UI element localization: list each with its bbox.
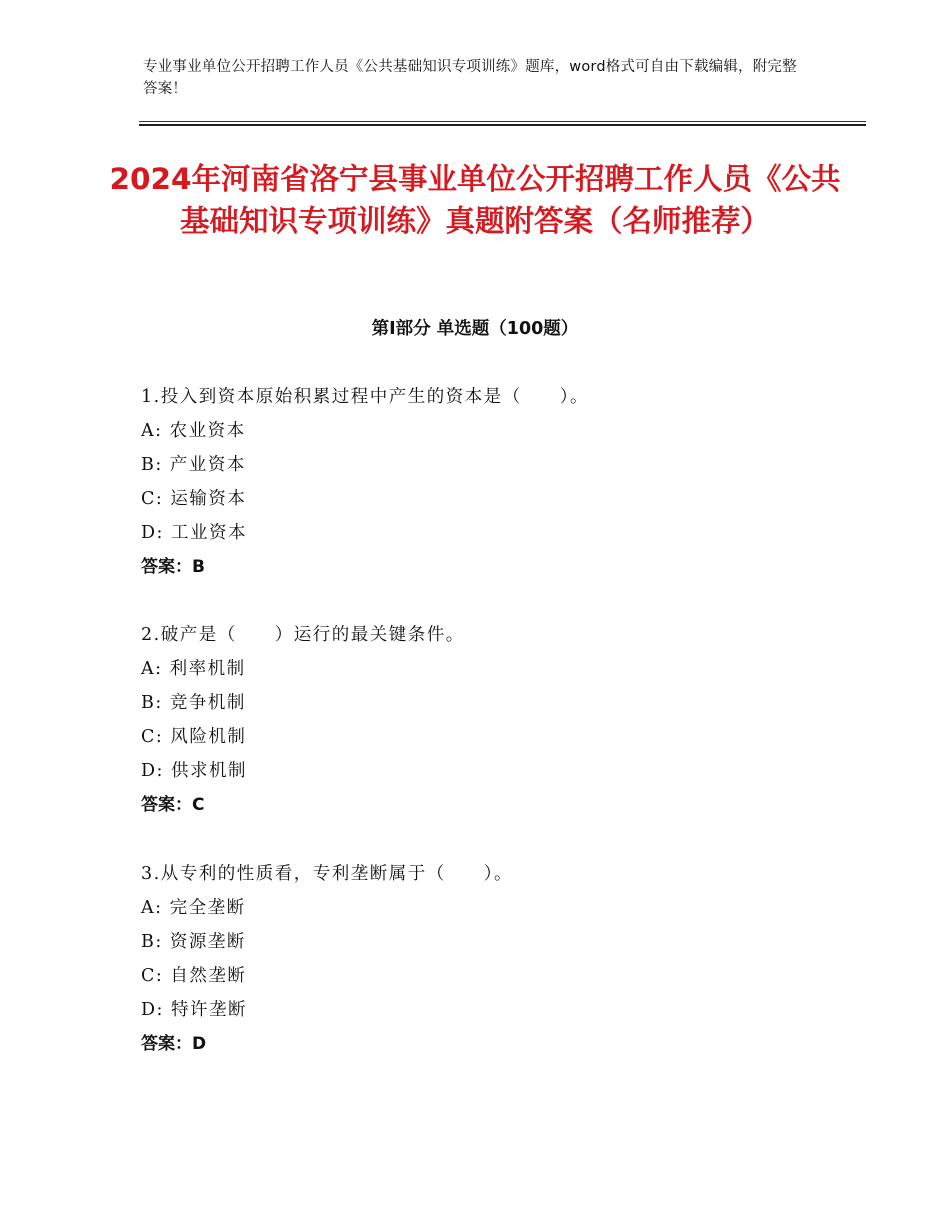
option-b: B: 资源垄断	[141, 932, 246, 952]
question-3	[141, 857, 841, 1061]
option-c: C: 自然垄断	[141, 966, 247, 986]
question-stem: 3.从专利的性质看，专利垄断属于（ ）。	[141, 864, 513, 884]
answer-line: 答案：D	[141, 1034, 207, 1054]
answer-line: 答案：B	[141, 557, 205, 577]
header-note: 专业事业单位公开招聘工作人员《公共基础知识专项训练》题库，word格式可自由下载编辑，附完整答案！	[143, 59, 797, 97]
option-d: D: 工业资本	[141, 523, 247, 543]
document-title: 2024年河南省洛宁县事业单位公开招聘工作人员《公共基础知识专项训练》真题附答案（名师推荐）	[109, 162, 841, 238]
section-heading: 第Ⅰ部分 单选题（100题）	[371, 319, 579, 339]
option-c: C: 风险机制	[141, 727, 247, 747]
question-2	[141, 618, 841, 822]
option-d: D: 特许垄断	[141, 1000, 247, 1020]
header-rule-top	[139, 121, 866, 122]
option-d: D: 供求机制	[141, 761, 247, 781]
question-stem: 1.投入到资本原始积累过程中产生的资本是（ ）。	[141, 387, 589, 407]
option-c: C: 运输资本	[141, 489, 247, 509]
answer-line: 答案：C	[141, 795, 205, 815]
question-stem: 2.破产是（ ）运行的最关键条件。	[141, 625, 465, 645]
header-rule-bottom	[139, 124, 866, 126]
question-1	[141, 380, 841, 584]
option-b: B: 产业资本	[141, 455, 246, 475]
option-a: A: 农业资本	[141, 421, 246, 441]
option-a: A: 利率机制	[141, 659, 246, 679]
option-b: B: 竞争机制	[141, 693, 246, 713]
option-a: A: 完全垄断	[141, 898, 246, 918]
